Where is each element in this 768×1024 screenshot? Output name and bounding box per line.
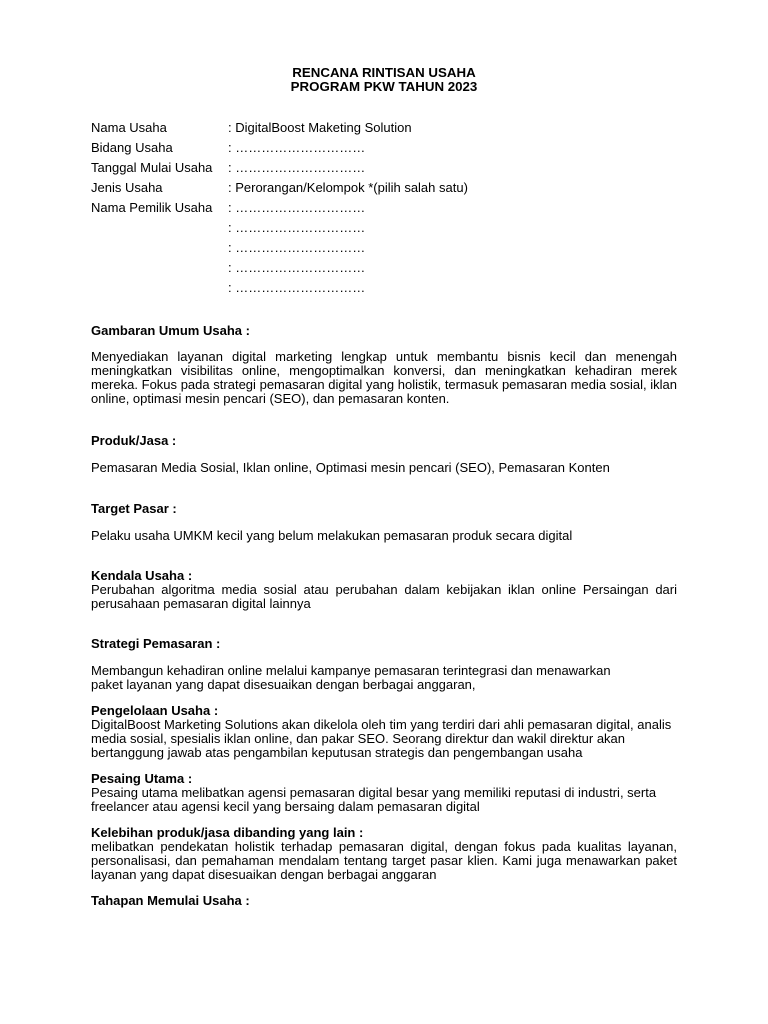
section-heading: Pesaing Utama : (91, 771, 193, 786)
section-tahapan-memulai (91, 894, 677, 908)
business-info-label (91, 241, 228, 261)
business-info-value: : ………………………… (228, 160, 366, 175)
section-text: Perubahan algoritma media sosial atau perubahan dalam kebijakan iklan online Persaingan dari perusahaan pemasaran digital lainnya (91, 582, 677, 611)
business-info-label: Nama Usaha (91, 120, 167, 135)
document-title-line-1: RENCANA RINTISAN USAHA (292, 65, 476, 80)
business-info-value: : ………………………… (228, 220, 366, 235)
business-info-label: Jenis Usaha (91, 180, 163, 195)
section-heading: Pengelolaan Usaha : (91, 703, 219, 718)
business-info-label (91, 281, 228, 301)
business-info-value: : ………………………… (228, 240, 366, 255)
business-info-label: Tanggal Mulai Usaha (91, 160, 213, 175)
business-info-value: : ………………………… (228, 260, 366, 275)
section-text: Pesaing utama melibatkan agensi pemasaran digital besar yang memiliki reputasi di industri, serta freelancer atau agensi kecil yang bersaing dalam pemasaran digital (91, 785, 657, 814)
business-info-row (91, 141, 468, 161)
section-target-pasar (91, 502, 677, 543)
business-info-label: Bidang Usaha (91, 140, 173, 155)
document-page (91, 66, 677, 908)
section-strategi-pemasaran (91, 637, 677, 692)
section-heading: Tahapan Memulai Usaha : (91, 893, 250, 908)
business-info-value: : Perorangan/Kelompok *(pilih salah satu) (228, 180, 468, 195)
business-info-table (91, 121, 468, 301)
section-gambaran-umum (91, 324, 677, 406)
business-info-row (91, 281, 468, 301)
business-info-value: : ………………………… (228, 140, 366, 155)
section-kendala-usaha (91, 569, 677, 611)
business-info-value: : DigitalBoost Maketing Solution (228, 120, 412, 135)
section-heading: Kendala Usaha : (91, 568, 193, 583)
business-info-label (91, 221, 228, 241)
section-text: Membangun kehadiran online melalui kampanye pemasaran terintegrasi dan menawarkan paket layanan yang dapat disesuaikan dengan berbagai anggaran, (91, 663, 611, 692)
section-heading: Strategi Pemasaran : (91, 636, 221, 651)
section-pengelolaan-usaha (91, 704, 677, 760)
business-info-rows (91, 121, 468, 301)
section-text: DigitalBoost Marketing Solutions akan dikelola oleh tim yang terdiri dari ahli pemasaran digital, analis media sosial, spesialis iklan online, dan pakar SEO. Seorang direktur dan wakil direktur akan bertanggung jawab atas pengambilan keputusan strategis dan pengembangan usaha (91, 717, 672, 760)
section-text: Pelaku usaha UMKM kecil yang belum melakukan pemasaran produk secara digital (91, 528, 573, 543)
business-info-value: : ………………………… (228, 200, 366, 215)
section-kelebihan-produk (91, 826, 677, 882)
section-produk-jasa (91, 434, 677, 475)
section-text: Pemasaran Media Sosial, Iklan online, Optimasi mesin pencari (SEO), Pemasaran Konten (91, 460, 610, 475)
document-title-line-2: PROGRAM PKW TAHUN 2023 (290, 79, 478, 94)
section-heading: Gambaran Umum Usaha : (91, 323, 250, 338)
business-info-label: Nama Pemilik Usaha (91, 200, 213, 215)
section-heading: Kelebihan produk/jasa dibanding yang lain : (91, 825, 364, 840)
business-info-row (91, 201, 468, 221)
business-info-row (91, 161, 468, 181)
business-info-row (91, 241, 468, 261)
section-text: Menyediakan layanan digital marketing lengkap untuk membantu bisnis kecil dan menengah meningkatkan visibilitas online, mengoptimalkan konversi, dan meningkatkan kehadiran merek mereka. Fokus pada strategi pemasaran digital yang holistik, termasuk pemasaran media sosial, iklan online, optimasi mesin pencari (SEO), dan pemasaran konten. (91, 349, 677, 406)
section-text: melibatkan pendekatan holistik terhadap pemasaran digital, dengan fokus pada kualitas layanan, personalisasi, dan pemahaman mendalam tentang target pasar klien. Kami juga menawarkan paket layanan yang dapat disesuaikan dengan berbagai anggaran (91, 839, 677, 882)
business-info-row (91, 121, 468, 141)
business-info-label (91, 261, 228, 281)
section-pesaing-utama (91, 772, 677, 814)
section-heading: Produk/Jasa : (91, 433, 177, 448)
business-info-row (91, 221, 468, 241)
business-info-row (91, 181, 468, 201)
business-info-value: : ………………………… (228, 280, 366, 295)
section-heading: Target Pasar : (91, 501, 177, 516)
business-info-row (91, 261, 468, 281)
